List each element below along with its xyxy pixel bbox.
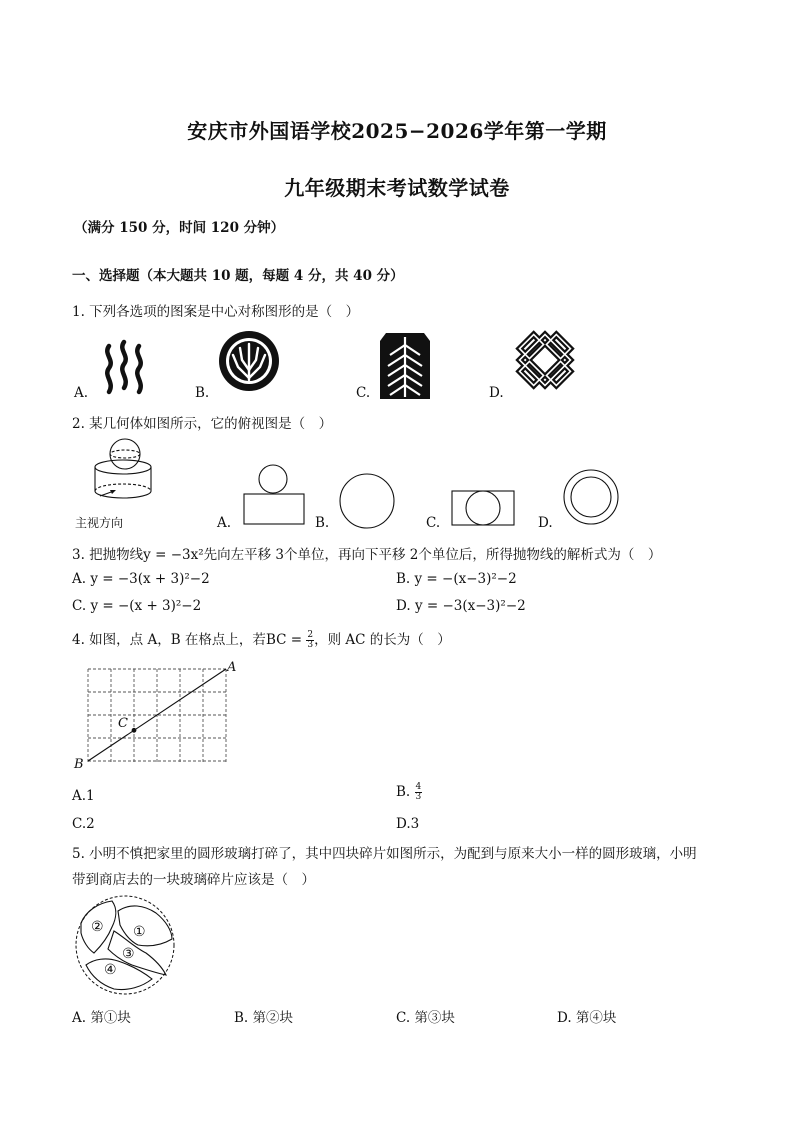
q3-option-b-label: B. (396, 571, 411, 587)
q4-option-d[interactable]: D.3 (396, 816, 420, 832)
q4-stem-bc: BC = (265, 632, 303, 648)
q5-piece-2-label: ② (91, 919, 104, 935)
q3-option-c[interactable] (72, 598, 201, 614)
q4-option-b-label: B. (396, 784, 411, 800)
q1-option-a-label[interactable]: A. (74, 385, 89, 401)
q2-stem: 2. 某几何体如图所示，它的俯视图是（ ） (72, 416, 333, 432)
q4-stem-fraction (306, 631, 314, 650)
q5-piece-3-label: ③ (122, 946, 135, 962)
q3-stem-suffix: 先向左平移 3个单位，再向下平移 2个单位后，所得抛物线的解析式为（ ） (203, 547, 662, 563)
q4-stem-prefix: 4. 如图，点 A，B 在格点上，若 (72, 632, 266, 648)
q3-option-d-formula: y = −3(x−3)²−2 (414, 598, 526, 614)
q5-option-d[interactable]: D. 第④块 (557, 1010, 617, 1026)
q4-frac-num: 2 (307, 630, 314, 640)
section-heading: 一、选择题（本大题共 10 题，每题 4 分，共 40 分） (72, 268, 404, 284)
q5-stem-line2: 带到商店去的一块玻璃碎片应该是（ ） (72, 872, 315, 888)
q4-option-b[interactable] (396, 783, 422, 802)
q2-option-d-figure (561, 467, 621, 527)
q2-option-b-figure (338, 472, 396, 530)
q3-option-a-formula: y = −3(x + 3)²−2 (90, 571, 210, 587)
q1-option-d-figure (513, 328, 577, 392)
q2-solid-figure (88, 438, 168, 504)
q3-stem-prefix: 3. 把抛物线 (72, 547, 144, 563)
q4-frac-den: 3 (307, 640, 314, 650)
q1-option-a-figure (100, 338, 148, 398)
q5-piece-1-label: ① (133, 924, 146, 940)
q5-option-c[interactable]: C. 第③块 (396, 1010, 455, 1026)
q1-option-d-label[interactable]: D. (489, 385, 504, 401)
q3-stem-formula: y = −3x² (143, 547, 204, 563)
q2-option-a-label[interactable]: A. (217, 515, 232, 531)
q2-option-b-label[interactable]: B. (315, 515, 330, 531)
q3-option-b[interactable] (396, 571, 517, 587)
q4-option-a[interactable]: A.1 (72, 788, 95, 804)
q5-option-b[interactable]: B. 第②块 (234, 1010, 294, 1026)
q1-option-c-figure (380, 333, 430, 399)
exam-subtitle-title: 九年级期末考试数学试卷 (284, 176, 510, 200)
q2-option-a-figure (242, 464, 306, 528)
q3-option-a-label: A. (72, 571, 87, 587)
q3-option-c-formula: y = −(x + 3)²−2 (90, 598, 202, 614)
q4-point-c-label: C (118, 716, 128, 731)
exam-title: 安庆市外国语学校2025−2026学年第一学期 (187, 119, 607, 143)
q3-option-c-label: C. (72, 598, 87, 614)
q1-stem: 1. 下列各选项的图案是中心对称图形的是（ ） (72, 304, 360, 320)
q4-grid-figure (72, 660, 242, 775)
q4-option-b-fraction (415, 783, 423, 802)
q5-stem-line1: 5. 小明不慎把家里的圆形玻璃打碎了，其中四块碎片如图所示，为配到与原来大小一样的圆形玻璃，小明 (72, 846, 697, 862)
q3-option-a[interactable] (72, 571, 210, 587)
q3-option-b-formula: y = −(x−3)²−2 (414, 571, 517, 587)
q4-point-a-label: A (227, 660, 237, 675)
q4-option-c[interactable]: C.2 (72, 816, 95, 832)
q2-view-direction-label: 主视方向 (75, 516, 124, 530)
q1-option-b-figure (218, 330, 280, 392)
exam-info: （满分 150 分，时间 120 分钟） (74, 220, 285, 236)
q5-piece-4-label: ④ (104, 962, 117, 978)
q4-stem-suffix: ，则 AC 的长为（ ） (314, 632, 451, 648)
q3-stem (72, 543, 661, 563)
q4-stem (72, 628, 451, 650)
q2-option-c-label[interactable]: C. (426, 515, 441, 531)
q3-option-d-label: D. (396, 598, 411, 614)
q4-point-b-label: B (74, 757, 84, 772)
q1-option-b-label[interactable]: B. (195, 385, 210, 401)
q2-option-d-label[interactable]: D. (538, 515, 553, 531)
q3-option-d[interactable] (396, 598, 526, 614)
q1-option-c-label[interactable]: C. (356, 385, 371, 401)
q4-option-b-num: 4 (415, 782, 422, 792)
q4-option-b-den: 3 (415, 792, 422, 802)
q5-option-a[interactable]: A. 第①块 (72, 1010, 131, 1026)
q2-option-c-figure (450, 489, 516, 529)
